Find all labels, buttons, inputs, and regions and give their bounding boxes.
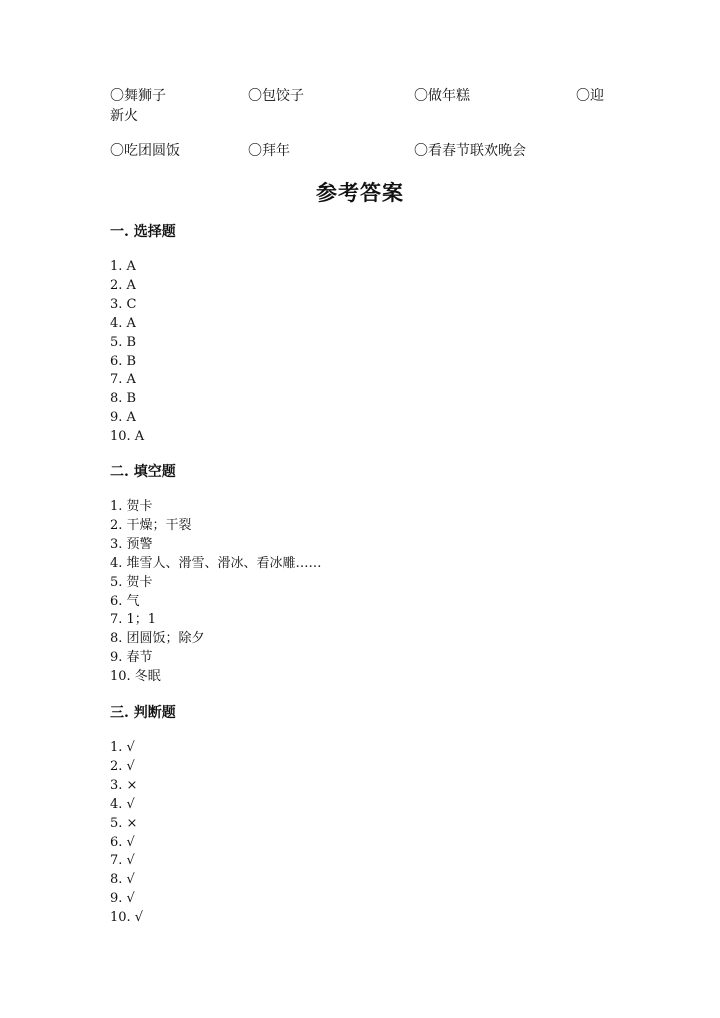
- answers-choice: [110, 258, 144, 447]
- answer-item: 7. √: [110, 853, 135, 869]
- answer-item: 9. √: [110, 891, 135, 907]
- answer-item: 2. √: [110, 758, 135, 774]
- answer-item: 1. √: [110, 740, 135, 755]
- answer-item: 2. A: [110, 277, 136, 293]
- answer-item: 3. ×: [110, 777, 138, 793]
- answer-item: 2. 干燥；干裂: [110, 517, 192, 533]
- answer-item: 5. ×: [110, 815, 138, 831]
- answer-item: 3. 预警: [110, 536, 153, 552]
- option-make-rice-cake: 〇做年糕: [414, 88, 470, 104]
- section-title-choice: 一. 选择题: [110, 224, 176, 240]
- answer-item: 9. A: [110, 410, 136, 426]
- option-spring-festival-gala: 〇看春节联欢晚会: [414, 143, 526, 159]
- answer-item: 7. 1；1: [110, 612, 157, 628]
- answer-item: 8. 团圆饭；除夕: [110, 631, 205, 647]
- answer-item: 3. C: [110, 296, 137, 312]
- answer-item: 1. 贺卡: [110, 499, 153, 514]
- option-reunion-dinner: 〇吃团圆饭: [110, 143, 180, 159]
- answer-item: 4. A: [110, 315, 136, 331]
- answer-item: 6. √: [110, 834, 135, 850]
- option-new-year-visit: 〇拜年: [248, 143, 290, 159]
- answer-item: 5. 贺卡: [110, 574, 153, 590]
- answer-item: 10. √: [110, 910, 144, 926]
- answers-fill-blank: [110, 498, 322, 687]
- answer-item: 4. 堆雪人、滑雪、滑冰、看冰雕……: [110, 555, 322, 571]
- option-lion-dance: 〇舞狮子: [110, 88, 166, 104]
- answer-key-title: 参考答案: [316, 180, 404, 205]
- answer-item: 9. 春节: [110, 650, 153, 666]
- section-title-fill-blank: 二. 填空题: [110, 464, 176, 480]
- answer-item: 6. 气: [110, 593, 140, 609]
- answer-item: 4. √: [110, 796, 135, 812]
- answers-true-false: [110, 739, 143, 928]
- answer-item: 5. B: [110, 334, 137, 350]
- section-title-true-false: 三. 判断题: [110, 705, 176, 721]
- answer-item: 6. B: [110, 353, 137, 369]
- option-welcome-new-fire-wrap: 新火: [110, 108, 138, 124]
- answer-item: 8. B: [110, 391, 137, 407]
- answer-item: 8. √: [110, 872, 135, 888]
- option-welcome-new-fire: 〇迎: [576, 88, 604, 104]
- option-make-dumplings: 〇包饺子: [248, 88, 304, 104]
- answer-item: 10. A: [110, 429, 145, 445]
- answer-item: 1. A: [110, 259, 136, 274]
- answer-item: 7. A: [110, 372, 136, 388]
- answer-item: 10. 冬眠: [110, 669, 161, 685]
